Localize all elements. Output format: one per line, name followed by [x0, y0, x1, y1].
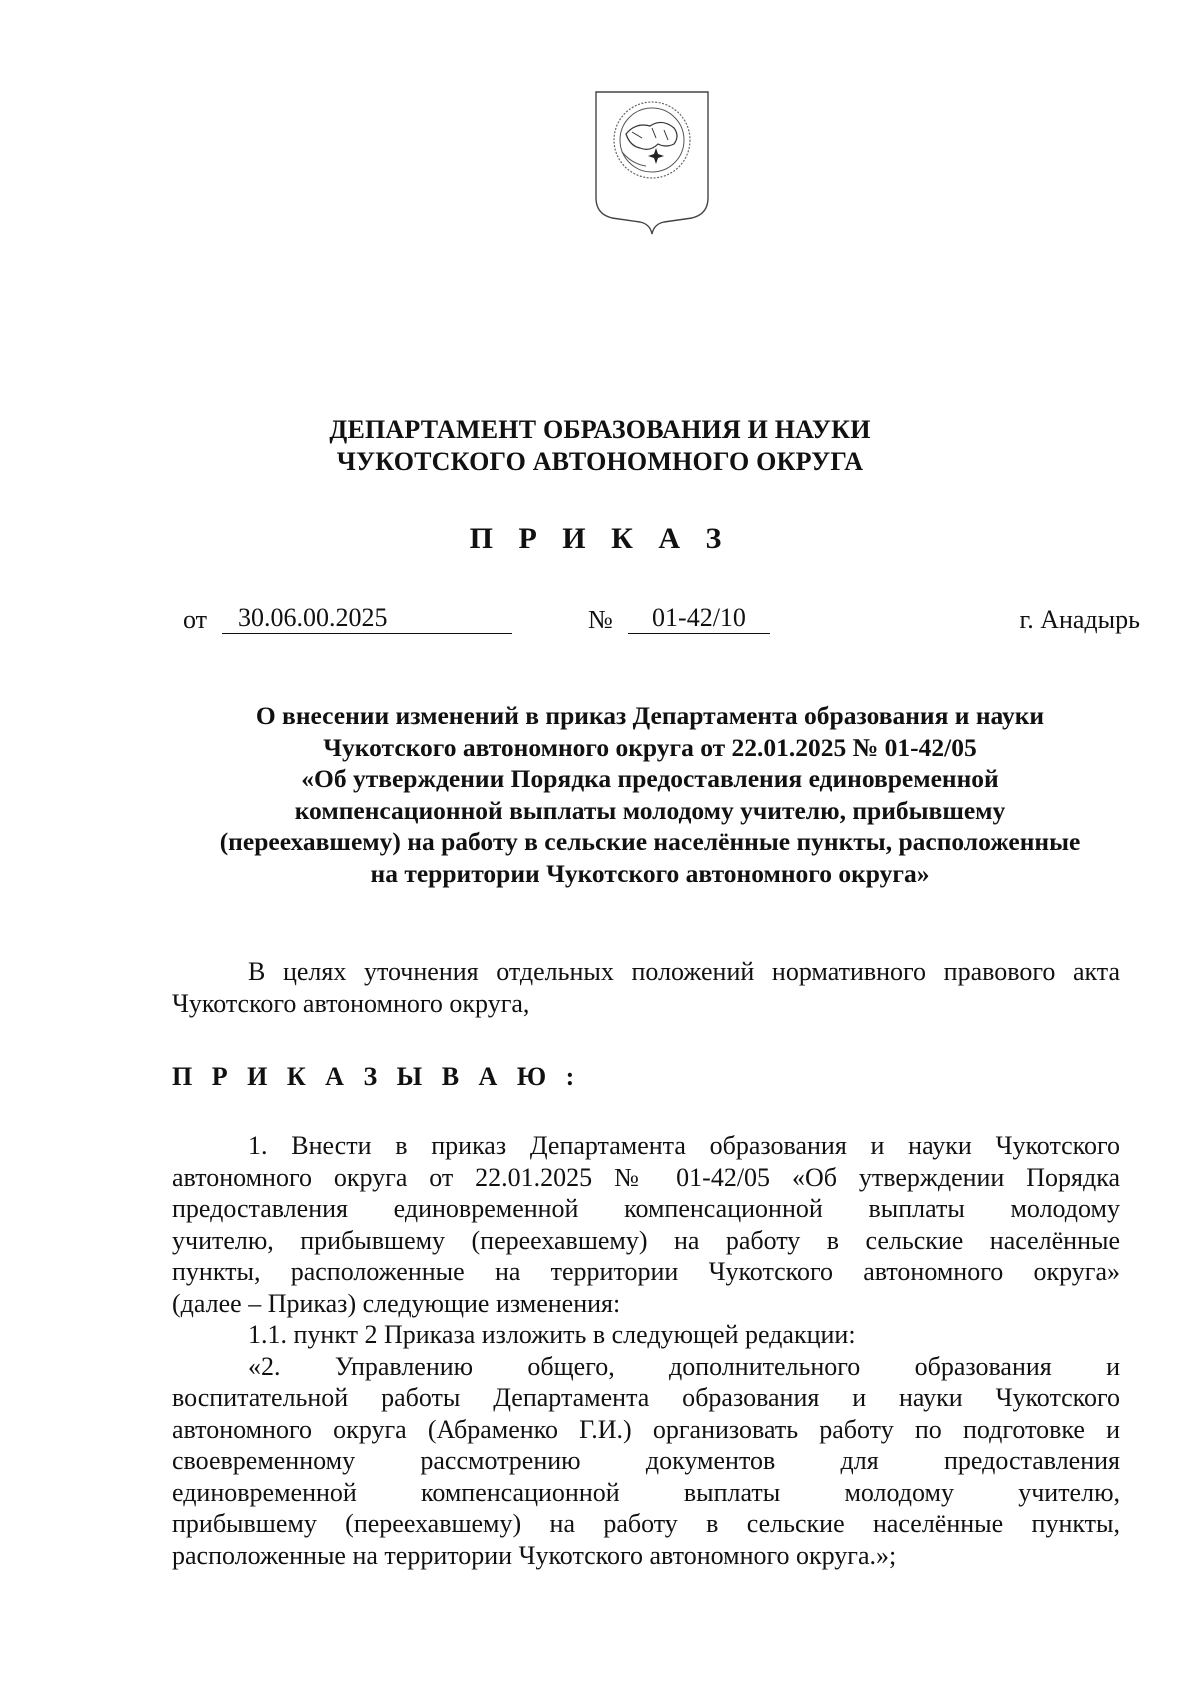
order-date: 30.06.00.2025 — [222, 604, 512, 634]
preamble — [172, 956, 1120, 1019]
body-line: своевременному рассмотрению документов для предоставления — [172, 1446, 1120, 1475]
subject-line: (переехавшему) на работу в сельские населённые пункты, расположенные — [219, 827, 1081, 856]
order-city: г. Анадырь — [1019, 605, 1140, 634]
order-number: 01-42/10 — [628, 604, 770, 634]
number-prefix: № — [588, 605, 613, 634]
order-body — [172, 1130, 1120, 1571]
subject-line: компенсационной выплаты молодому учителю, прибывшему — [294, 795, 1006, 825]
preamble-line: В целях уточнения отдельных положений нормативного правового акта — [248, 957, 1120, 986]
document-type-title: П Р И К А З — [469, 522, 731, 555]
body-line: единовременной компенсационной выплаты молодому учителю, — [172, 1477, 1120, 1507]
coat-of-arms-icon — [592, 88, 712, 236]
department-name-line2: ЧУКОТСКОГО АВТОНОМНОГО ОКРУГА — [336, 447, 864, 476]
body-line: расположенные на территории Чукотского автономного округа.»; — [172, 1540, 897, 1570]
order-subject — [150, 700, 1150, 889]
subject-line: на территории Чукотского автономного округа» — [370, 858, 930, 888]
body-line: учителю, прибывшему (переехавшему) на работу в сельские населённые — [172, 1225, 1120, 1255]
subject-line: «Об утверждении Порядка предоставления единовременной — [301, 764, 999, 793]
body-line: пункты, расположенные на территории Чукотского автономного округа» — [172, 1257, 1120, 1286]
subject-line: Чукотского автономного округа от 22.01.2025 № 01-42/05 — [323, 732, 977, 762]
subject-line: О внесении изменений в приказ Департамента образования и науки — [255, 701, 1045, 730]
body-line: «2. Управлению общего, дополнительного образования и — [248, 1351, 1120, 1381]
body-line: (далее – Приказ) следующие изменения: — [172, 1288, 621, 1318]
date-prefix: от — [183, 605, 208, 634]
body-line: прибывшему (переехавшему) на работу в сельские населённые пункты, — [172, 1509, 1120, 1538]
body-line: автономного округа (Абраменко Г.И.) организовать работу по подготовке и — [172, 1414, 1120, 1444]
body-line: воспитательной работы Департамента образования и науки Чукотского — [172, 1383, 1120, 1412]
department-name-line1: ДЕПАРТАМЕНТ ОБРАЗОВАНИЯ И НАУКИ — [329, 415, 871, 444]
decree-word: П Р И К А З Ы В А Ю : — [172, 1062, 581, 1091]
body-line: 1. Внести в приказ Департамента образования и науки Чукотского — [248, 1131, 1120, 1160]
body-line: предоставления единовременной компенсационной выплаты молодому — [172, 1194, 1120, 1223]
preamble-line: Чукотского автономного округа, — [172, 988, 530, 1018]
body-line: 1.1. пункт 2 Приказа изложить в следующей редакции: — [248, 1320, 856, 1349]
body-line: автономного округа от 22.01.2025 № 01-42/05 «Об утверждении Порядка — [172, 1162, 1120, 1192]
